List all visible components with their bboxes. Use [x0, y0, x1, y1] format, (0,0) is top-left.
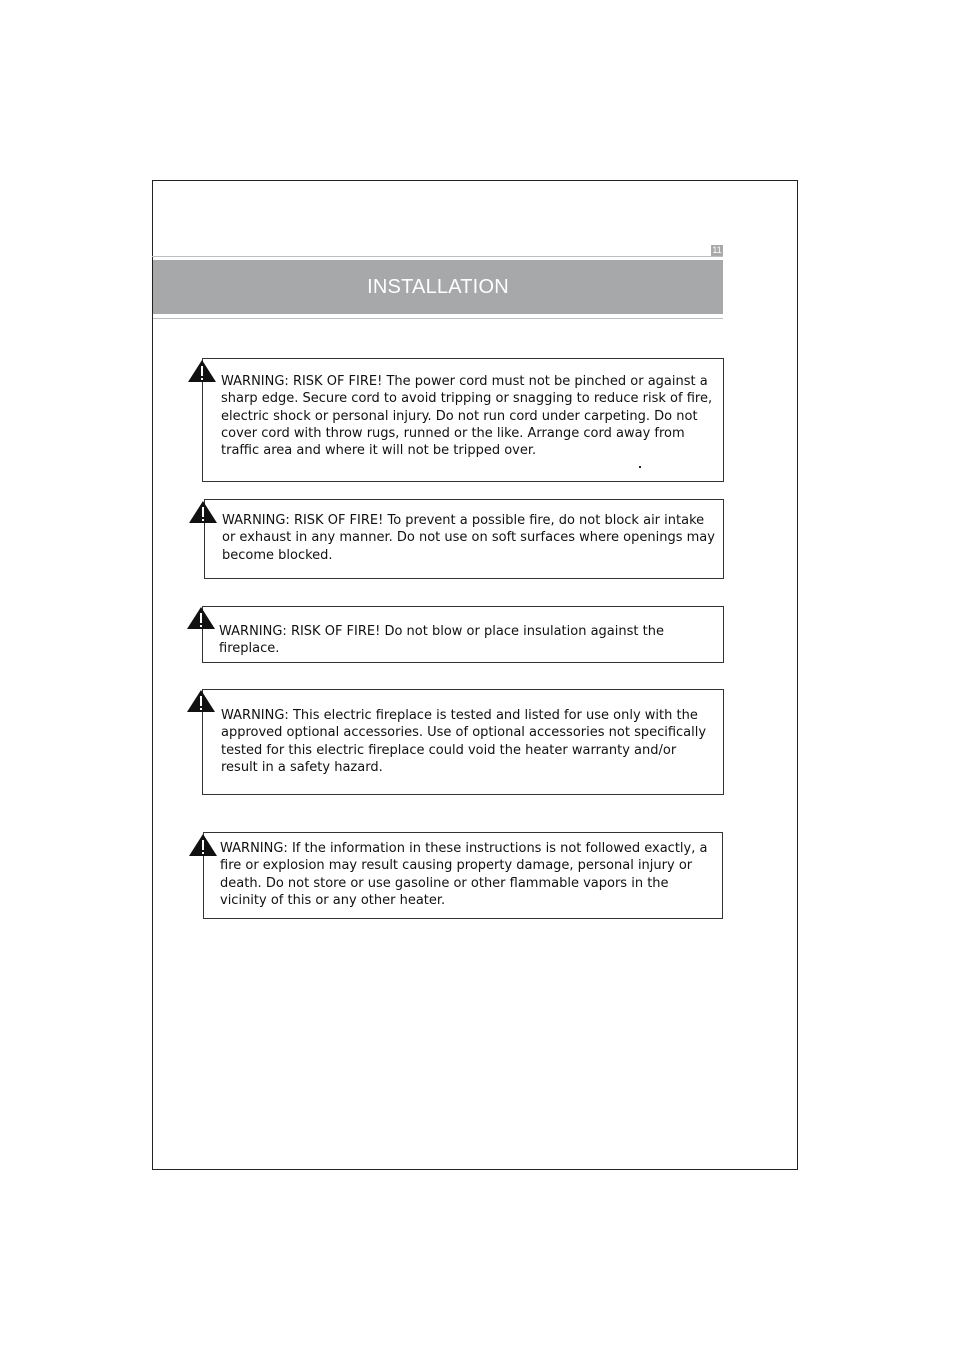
- section-title: INSTALLATION: [367, 275, 509, 298]
- warning-triangle-icon: [187, 359, 217, 383]
- warning-triangle-icon: [186, 689, 216, 713]
- warning-triangle-icon: [186, 606, 216, 630]
- header-bottom-rule: [153, 318, 723, 319]
- page-frame: [152, 180, 798, 1170]
- warning-text-4: WARNING: This electric fireplace is tested and listed for use only with the approved optional accessories. Use of optional accessories not specifically tested for this electric fireplace could void the heater warranty and/or result in a safety hazard.: [221, 708, 707, 775]
- page-number: 11: [712, 245, 722, 255]
- warning-text-3: WARNING: RISK OF FIRE! Do not blow or place insulation against the fireplace.: [219, 624, 664, 657]
- section-header: [153, 260, 723, 314]
- header-top-rule: [152, 256, 723, 257]
- warning-triangle-icon: [188, 500, 218, 524]
- warning-triangle-icon: [188, 833, 218, 857]
- warning-text-5: WARNING: If the information in these instructions is not followed exactly, a fire or explosion may result causing property damage, personal injury or death. Do not store or use gasoline or other flammable vapors in the vicinity of this or any other heater.: [220, 841, 708, 908]
- warning-text-2: WARNING: RISK OF FIRE! To prevent a possible fire, do not block air intake or exhaust in any manner. Do not use on soft surfaces where openings may become blocked.: [222, 513, 715, 563]
- warning-text-1: WARNING: RISK OF FIRE! The power cord must not be pinched or against a sharp edge. Secure cord to avoid tripping or snagging to reduce risk of fire, electric shock or personal injury. Do not run cord under carpeting. Do not cover cord with throw rugs, runned or the like. Arrange cord away from traffic area and where it will not be tripped over.: [221, 374, 713, 459]
- stray-mark: [639, 466, 641, 468]
